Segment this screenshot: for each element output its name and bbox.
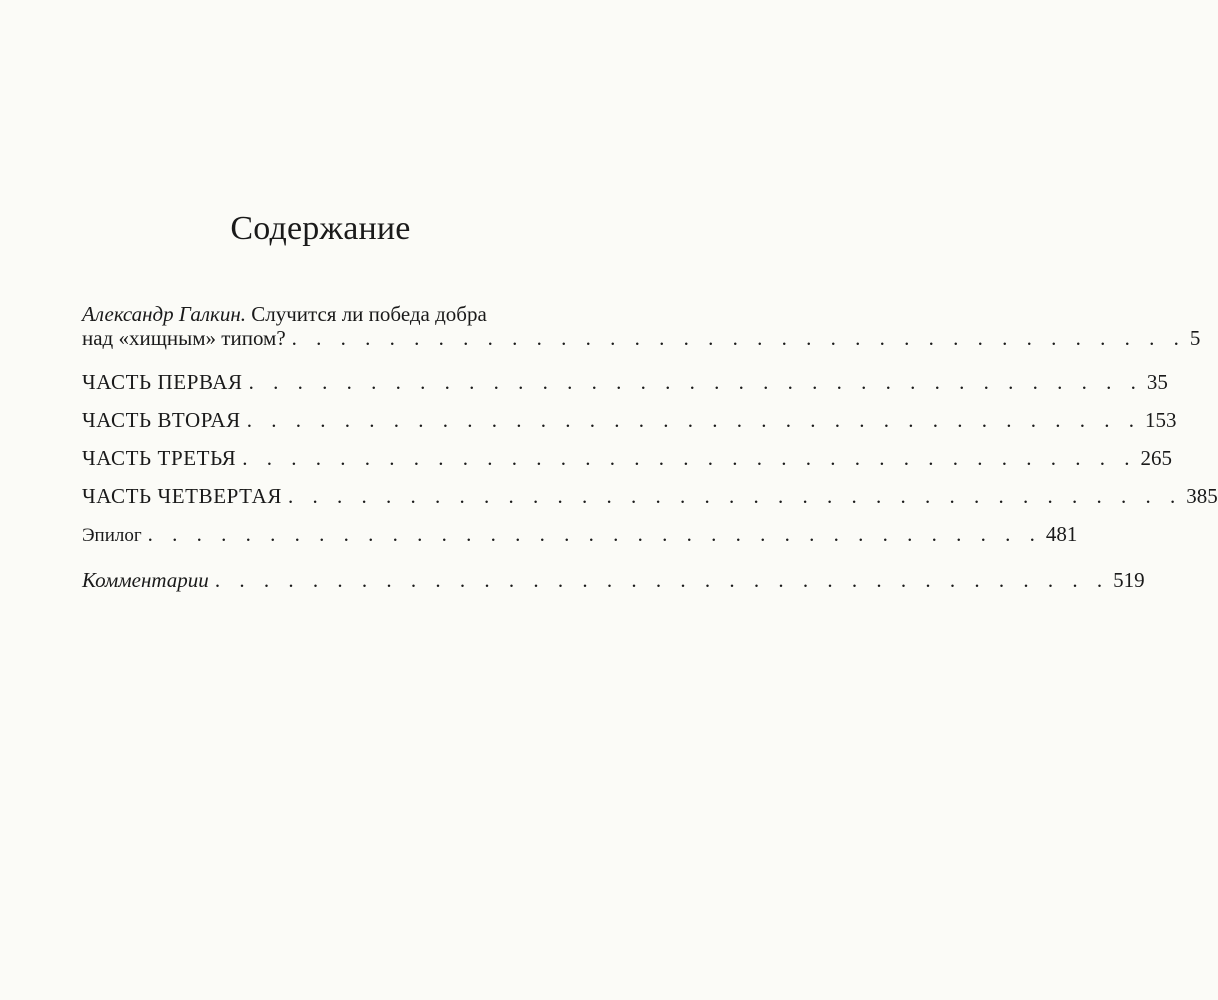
toc-page-number: 153	[1144, 408, 1177, 432]
dot-leader: . . . . . . . . . . . . . . . . . . . . . . . . . . . . . . . . . . . . .	[242, 446, 1137, 470]
toc-entry-part-1[interactable]	[82, 370, 1168, 394]
dot-leader: . . . . . . . . . . . . . . . . . . . . . . . . . . . . . . . . . . . . .	[287, 484, 1183, 508]
toc-page-number: 35	[1146, 370, 1168, 394]
toc-entry-epilogue[interactable]	[82, 522, 1078, 548]
toc-label: ЧАСТЬ ВТОРАЯ	[82, 408, 241, 432]
toc-entry-intro[interactable]	[82, 302, 1201, 350]
toc-intro-title-line2: над «хищным» типом?	[82, 326, 286, 350]
table-of-contents	[82, 302, 1218, 592]
toc-page-number: 5	[1189, 326, 1201, 350]
dot-leader: . . . . . . . . . . . . . . . . . . . . . . . . . . . . . . . . . . . . .	[248, 370, 1143, 394]
toc-label: ЧАСТЬ ПЕРВАЯ	[82, 370, 243, 394]
toc-page-number: 519	[1113, 568, 1145, 592]
toc-page-number: 265	[1140, 446, 1172, 470]
toc-intro-title-line1: Случится ли победа добра	[251, 302, 487, 326]
page-title: Содержание	[230, 210, 411, 247]
toc-entry-part-3[interactable]	[82, 446, 1172, 470]
dot-leader: . . . . . . . . . . . . . . . . . . . . . . . . . . . . . . . . . . . . .	[291, 326, 1186, 350]
toc-entry-part-4[interactable]	[82, 484, 1218, 508]
toc-label: Комментарии	[82, 568, 209, 592]
dot-leader: . . . . . . . . . . . . . . . . . . . . . . . . . . . . . . . . . . . . .	[246, 408, 1141, 432]
toc-page-number: 385	[1186, 484, 1218, 508]
toc-entry-part-2[interactable]	[82, 408, 1177, 432]
toc-entry-comments[interactable]	[82, 568, 1145, 592]
dot-leader: . . . . . . . . . . . . . . . . . . . . . . . . . . . . . . . . . . . . .	[147, 522, 1042, 546]
toc-page-number: 481	[1045, 522, 1078, 546]
toc-label: ЧАСТЬ ТРЕТЬЯ	[82, 446, 237, 470]
toc-intro-first-line	[82, 302, 584, 326]
toc-intro-second-line	[82, 326, 1201, 350]
toc-intro-author: Александр Галкин.	[82, 302, 246, 326]
toc-label: Эпилог	[82, 525, 142, 546]
toc-label: ЧАСТЬ ЧЕТВЕРТАЯ	[82, 484, 282, 508]
dot-leader: . . . . . . . . . . . . . . . . . . . . . . . . . . . . . . . . . . . . .	[214, 568, 1110, 592]
